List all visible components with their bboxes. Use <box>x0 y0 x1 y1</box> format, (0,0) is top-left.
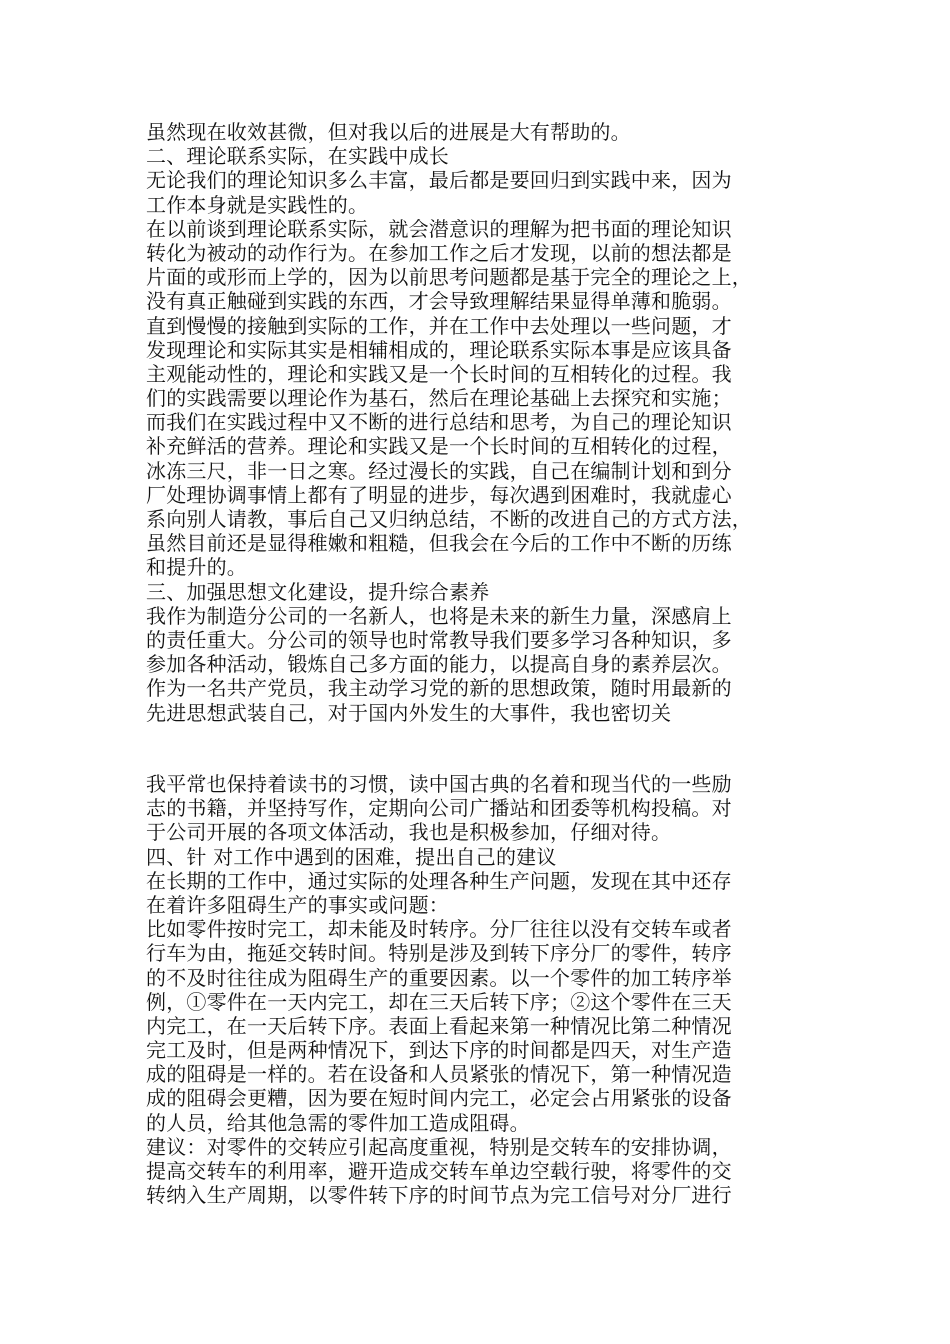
text-line: 的不及时往往成为阻碍生产的重要因素。以一个零件的加工转序举 <box>146 965 732 990</box>
text-line: 转纳入生产周期，以零件转下序的时间节点为完工信号对分厂进行 <box>146 1183 732 1208</box>
text-line: 二、理论联系实际，在实践中成长 <box>146 144 449 169</box>
text-line: 成的阻碍是一样的。若在设备和人员紧张的情况下，第一种情况造 <box>146 1062 732 1087</box>
text-line: 在长期的工作中，通过实际的处理各种生产问题，发现在其中还存 <box>146 868 732 893</box>
text-line: 工作本身就是实践性的。 <box>146 192 369 217</box>
text-line: 比如零件按时完工，却未能及时转序。分厂往往以没有交转车或者 <box>146 917 732 942</box>
text-line: 作为一名共产党员，我主动学习党的新的思想政策，随时用最新的 <box>146 676 732 701</box>
text-line: 我作为制造分公司的一名新人，也将是未来的新生力量，深感肩上 <box>146 603 732 628</box>
text-line: 虽然现在收效甚微，但对我以后的进展是大有帮助的。 <box>146 120 631 144</box>
text-block-top <box>146 120 800 725</box>
text-line: 主观能动性的，理论和实践又是一个长时间的互相转化的过程。我 <box>146 361 732 386</box>
text-line: 而我们在实践过程中又不断的进行总结和思考，为自己的理论知识 <box>146 410 732 435</box>
text-line: 片面的或形而上学的，因为以前思考问题都是基于完全的理论之上， <box>146 265 752 290</box>
text-line: 在着许多阻碍生产的事实或问题： <box>146 892 449 917</box>
text-line: 冰冻三尺，非一日之寒。经过漫长的实践，自己在编制计划和到分 <box>146 458 732 483</box>
text-line: 直到慢慢的接触到实际的工作，并在工作中去处理以一些问题，才 <box>146 313 732 338</box>
text-line: 无论我们的理论知识多么丰富，最后都是要回归到实践中来，因为 <box>146 168 732 193</box>
text-line: 完工及时，但是两种情况下，到达下序的时间都是四天，对生产造 <box>146 1038 732 1063</box>
text-line: 参加各种活动，锻炼自己多方面的能力，以提高自身的素养层次。 <box>146 652 732 677</box>
text-line: 三、加强思想文化建设，提升综合素养 <box>146 579 490 604</box>
text-line: 们的实践需要以理论作为基石，然后在理论基础上去探究和实施； <box>146 386 732 411</box>
text-line: 补充鲜活的营养。理论和实践又是一个长时间的互相转化的过程， <box>146 434 732 459</box>
text-line: 成的阻碍会更糟，因为要在短时间内完工，必定会占用紧张的设备 <box>146 1086 732 1111</box>
text-line: 例，①零件在一天内完工，却在三天后转下序；②这个零件在三天 <box>146 989 732 1014</box>
text-line: 我平常也保持着读书的习惯，读中国古典的名着和现当代的一些励 <box>146 772 732 796</box>
text-block-bottom <box>146 772 800 1207</box>
text-line: 厂处理协调事情上都有了明显的进步，每次遇到困难时，我就虚心 <box>146 482 732 507</box>
text-line: 先进思想武装自己，对于国内外发生的大事件，我也密切关 <box>146 700 672 725</box>
text-line: 系向别人请教，事后自己又归纳总结，不断的改进自己的方式方法， <box>146 507 752 531</box>
text-line: 四、针 对工作中遇到的困难，提出自己的建议 <box>146 844 557 869</box>
text-line: 转化为被动的动作行为。在参加工作之后才发现，以前的想法都是 <box>146 240 732 265</box>
text-line: 内完工，在一天后转下序。表面上看起来第一种情况比第二种情况 <box>146 1013 732 1038</box>
text-line: 虽然目前还是显得稚嫩和粗糙，但我会在今后的工作中不断的历练 <box>146 531 732 556</box>
text-line: 提高交转车的利用率，避开造成交转车单边空载行驶，将零件的交 <box>146 1159 732 1183</box>
text-line: 建议：对零件的交转应引起高度重视，特别是交转车的安排协调， <box>146 1134 732 1159</box>
text-line: 没有真正触碰到实践的东西，才会导致理解结果显得单薄和脆弱。 <box>146 289 732 314</box>
text-line: 发现理论和实际其实是相辅相成的，理论联系实际本事是应该具备 <box>146 337 732 362</box>
text-line: 的责任重大。分公司的领导也时常教导我们要多学习各种知识，多 <box>146 627 732 652</box>
text-line: 于公司开展的各项文体活动，我也是积极参加，仔细对待。 <box>146 820 672 845</box>
text-line: 在以前谈到理论联系实际，就会潜意识的理解为把书面的理论知识 <box>146 216 732 241</box>
text-line: 和提升的。 <box>146 555 247 580</box>
text-line: 的人员，给其他急需的零件加工造成阻碍。 <box>146 1110 530 1135</box>
text-line: 行车为由，拖延交转时间。特别是涉及到转下序分厂的零件，转序 <box>146 941 732 966</box>
text-line: 志的书籍，并坚持写作，定期向公司广播站和团委等机构投稿。对 <box>146 796 732 821</box>
